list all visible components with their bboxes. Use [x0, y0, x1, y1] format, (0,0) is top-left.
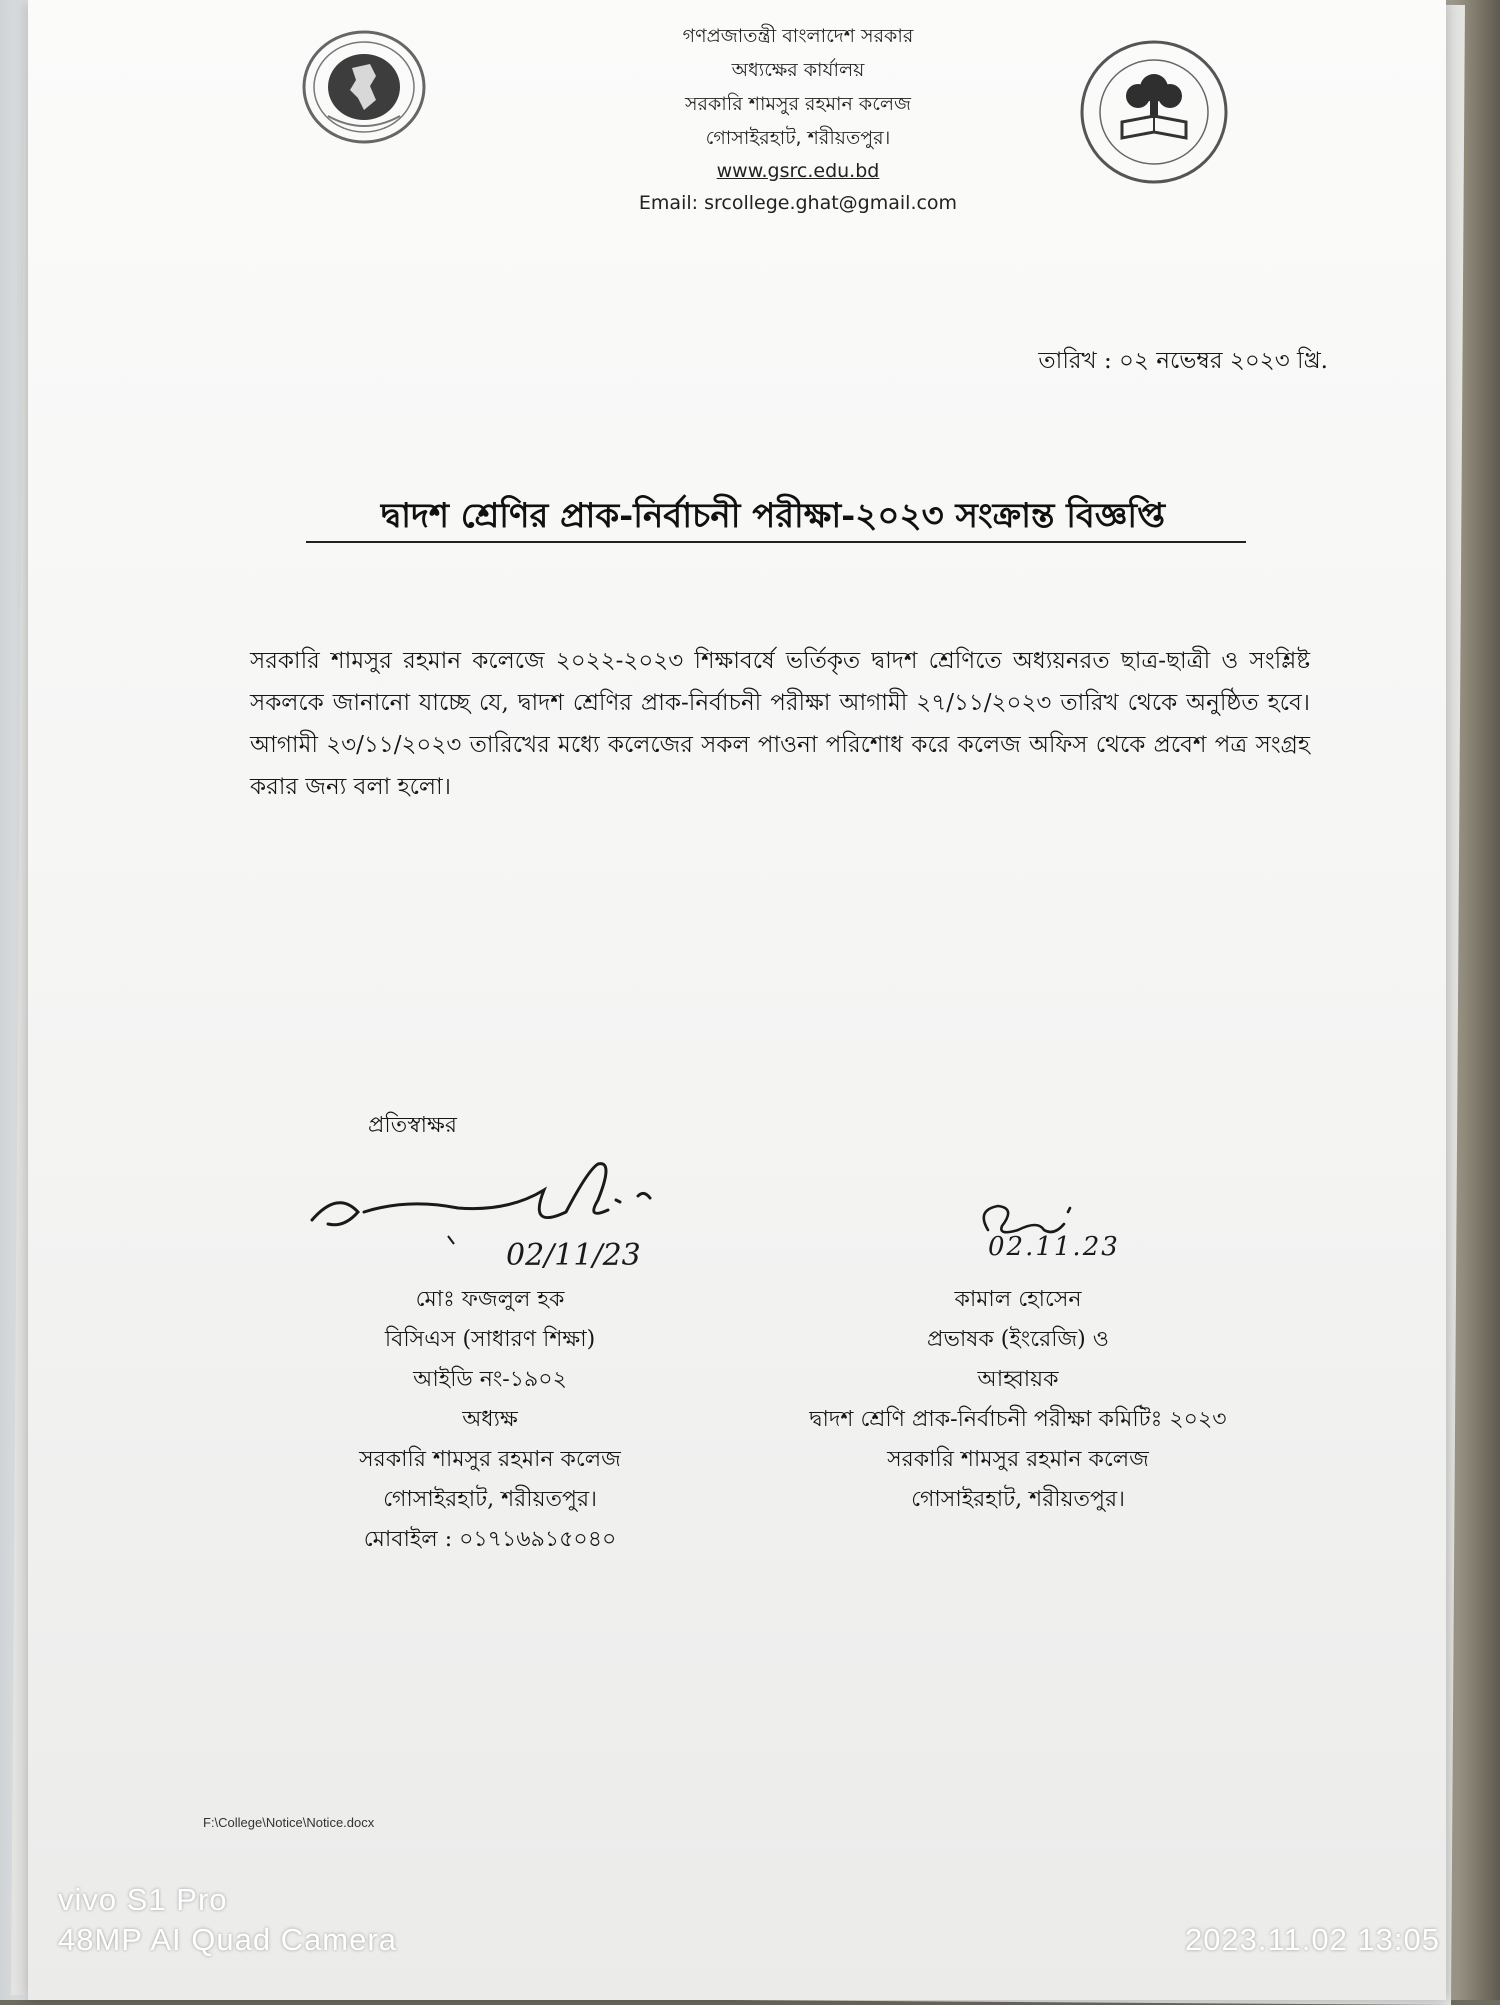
header-email: Email: srcollege.ghat@gmail.com — [638, 192, 958, 214]
convener-name: কামাল হোসেন — [954, 1287, 1082, 1312]
notice-title: দ্বাদশ শ্রেণির প্রাক-নির্বাচনী পরীক্ষা-২০২৩ সংক্রান্ত বিজ্ঞপ্তি — [380, 496, 1166, 536]
header-government: গণপ্রজাতন্ত্রী বাংলাদেশ সরকার — [682, 25, 914, 47]
notice-date: তারিখ : ০২ নভেম্বর ২০২৩ খ্রি. — [1038, 348, 1328, 374]
principal-name: মোঃ ফজলুল হক — [415, 1287, 565, 1312]
principal-id: আইডি নং-১৯০২ — [413, 1367, 567, 1392]
principal-college: সরকারি শামসুর রহমান কলেজ — [359, 1447, 621, 1472]
principal-signature-date: 02/11/23 — [506, 1238, 641, 1273]
notice-body: সরকারি শামসুর রহমান কলেজে ২০২২-২০২৩ শিক্ষাবর্ষে ভর্তিকৃত দ্বাদশ শ্রেণিতে অধ্যয়নরত ছাত্র-ছাত্রী ও সংশ্লিষ্ট সকলকে জানানো যাচ্ছে যে, দ্বাদশ শ্রেণির প্রাক-নির্বাচনী পরীক্ষা আগামী ২৭/১১/২০২৩ তারিখ থেকে অনুষ্ঠিত হবে। আগামী ২৩/১১/২০২৩ তারিখের মধ্যে কলেজের সকল পাওনা পরিশোধ করে কলেজ অফিস থেকে প্রবেশ পত্র সংগ্রহ করার জন্য বলা হলো। — [250, 648, 1310, 800]
government-seal-icon — [300, 28, 428, 146]
college-logo-icon — [1078, 38, 1230, 186]
convener-signature-date: 02.11.23 — [988, 1232, 1120, 1262]
countersign-label: প্রতিস্বাক্ষর — [368, 1113, 457, 1138]
principal-designation: অধ্যক্ষ — [462, 1407, 518, 1432]
title-underline — [306, 541, 1246, 543]
camera-spec-watermark: 48MP AI Quad Camera — [58, 1922, 397, 1957]
camera-timestamp-watermark: 2023.11.02 13:05 — [1184, 1922, 1440, 1957]
header-address: গোসাইরহাট, শরীয়তপুর। — [705, 127, 891, 149]
convener-address: গোসাইরহাট, শরীয়তপুর। — [911, 1487, 1125, 1512]
convener-designation: প্রভাষক (ইংরেজি) ও — [927, 1327, 1109, 1352]
file-path-footer: F:\College\Notice\Notice.docx — [203, 1815, 375, 1830]
convener-college: সরকারি শামসুর রহমান কলেজ — [887, 1447, 1149, 1472]
convener-role: আহ্বায়ক — [977, 1367, 1059, 1392]
principal-cadre: বিসিএস (সাধারণ শিক্ষা) — [384, 1327, 596, 1352]
header-college: সরকারি শামসুর রহমান কলেজ — [684, 93, 912, 115]
convener-signatory-block — [748, 1280, 1288, 1520]
convener-committee: দ্বাদশ শ্রেণি প্রাক-নির্বাচনী পরীক্ষা কমিটিঃ ২০২৩ — [809, 1407, 1227, 1432]
notice-page — [28, 0, 1446, 2000]
principal-mobile: মোবাইল : ০১৭১৬৯১৫০৪০ — [363, 1527, 617, 1552]
camera-model-watermark: vivo S1 Pro — [58, 1882, 228, 1917]
header-website-link[interactable]: www.gsrc.edu.bd — [716, 160, 880, 182]
header-office: অধ্যক্ষের কার্যালয় — [731, 59, 865, 81]
principal-address: গোসাইরহাট, শরীয়তপুর। — [383, 1487, 597, 1512]
principal-signatory-block — [290, 1280, 690, 1560]
